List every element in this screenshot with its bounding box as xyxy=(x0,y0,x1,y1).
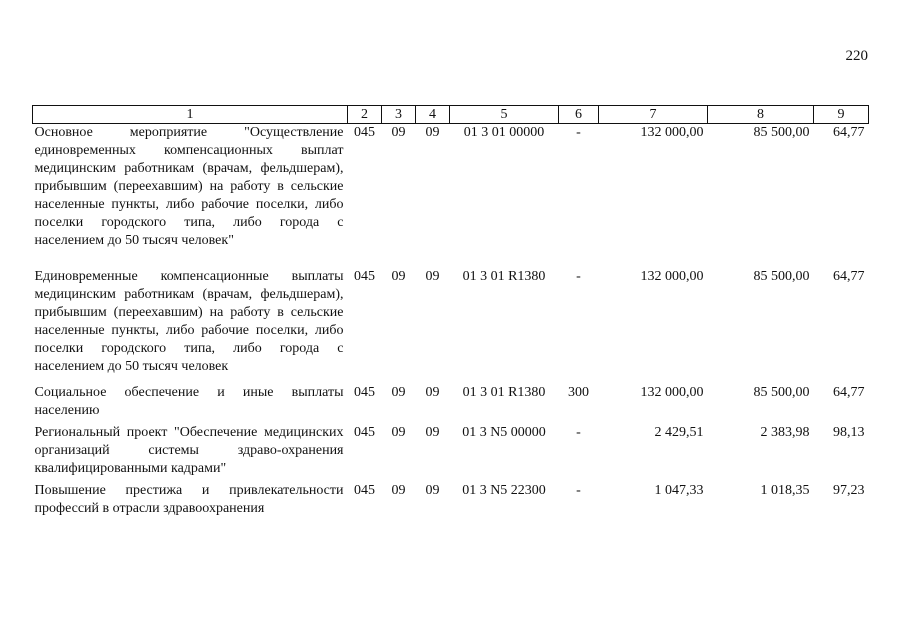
row-subsection-code: 09 xyxy=(425,483,440,498)
row-admin-code: 045 xyxy=(354,125,375,140)
row-target-article: 01 3 01 R1380 xyxy=(462,269,546,284)
row-section-code: 09 xyxy=(391,425,406,440)
row-plan-value: 132 000,00 xyxy=(640,269,704,284)
header-col-9: 9 xyxy=(814,106,869,124)
table-row xyxy=(33,482,869,518)
header-col-7: 7 xyxy=(599,106,708,124)
row-target-article: 01 3 N5 22300 xyxy=(462,483,546,498)
row-percent: 64,77 xyxy=(833,385,865,400)
header-col-4: 4 xyxy=(416,106,450,124)
row-expense-type: - xyxy=(576,269,581,284)
row-actual-value: 85 500,00 xyxy=(753,269,810,284)
row-actual-value: 2 383,98 xyxy=(760,425,810,440)
page-number: 220 xyxy=(845,48,868,64)
row-subsection-code: 09 xyxy=(425,425,440,440)
row-name: Единовременные компенсационные выплаты медицинским работникам (врачам, фельдшерам), прибывшим (переехавшим) на работу в сельские населенные пункты, либо рабочие поселки, либо поселки городского типа, либо города с населением до 50 тысяч человек xyxy=(34,269,344,374)
header-col-1: 1 xyxy=(33,106,348,124)
row-name: Региональный проект "Обеспечение медицинских организаций системы здраво-охранения квалифицированными кадрами" xyxy=(34,425,344,476)
row-section-code: 09 xyxy=(391,483,406,498)
row-plan-value: 132 000,00 xyxy=(640,125,704,140)
row-target-article: 01 3 01 00000 xyxy=(463,125,545,140)
header-col-3: 3 xyxy=(382,106,416,124)
budget-table xyxy=(32,105,869,518)
row-actual-value: 1 018,35 xyxy=(760,483,810,498)
row-actual-value: 85 500,00 xyxy=(753,125,810,140)
table-body xyxy=(33,124,869,519)
table-row xyxy=(33,268,869,384)
row-percent: 98,13 xyxy=(833,425,865,440)
row-subsection-code: 09 xyxy=(425,125,440,140)
row-percent: 97,23 xyxy=(833,483,865,498)
row-admin-code: 045 xyxy=(354,385,375,400)
row-section-code: 09 xyxy=(391,125,406,140)
row-plan-value: 132 000,00 xyxy=(640,385,704,400)
header-col-5: 5 xyxy=(450,106,559,124)
row-admin-code: 045 xyxy=(354,483,375,498)
row-plan-value: 2 429,51 xyxy=(654,425,704,440)
row-name: Социальное обеспечение и иные выплаты населению xyxy=(34,385,344,418)
row-actual-value: 85 500,00 xyxy=(753,385,810,400)
header-col-6: 6 xyxy=(559,106,599,124)
row-expense-type: - xyxy=(576,425,581,440)
table-row xyxy=(33,424,869,482)
header-col-2: 2 xyxy=(348,106,382,124)
row-percent: 64,77 xyxy=(833,125,865,140)
table-header xyxy=(33,106,869,124)
row-section-code: 09 xyxy=(391,385,406,400)
row-name: Основное мероприятие "Осуществление единовременных компенсационных выплат медицинским работникам (врачам, фельдшерам), прибывшим (переехавшим) на работу в сельские населенные пункты, либо рабочие поселки, либо поселки городского типа, либо города с населением до 50 тысяч человек" xyxy=(34,125,344,248)
row-expense-type: 300 xyxy=(568,385,589,400)
row-admin-code: 045 xyxy=(354,269,375,284)
header-col-8: 8 xyxy=(708,106,814,124)
row-plan-value: 1 047,33 xyxy=(654,483,704,498)
row-expense-type: - xyxy=(576,125,581,140)
row-subsection-code: 09 xyxy=(425,385,440,400)
table-row xyxy=(33,124,869,269)
row-expense-type: - xyxy=(576,483,581,498)
row-subsection-code: 09 xyxy=(425,269,440,284)
row-admin-code: 045 xyxy=(354,425,375,440)
header-row xyxy=(33,106,869,124)
row-target-article: 01 3 01 R1380 xyxy=(462,385,546,400)
row-name: Повышение престижа и привлекательности профессий в отрасли здравоохранения xyxy=(34,483,344,516)
row-percent: 64,77 xyxy=(833,269,865,284)
table-row xyxy=(33,384,869,424)
row-section-code: 09 xyxy=(391,269,406,284)
row-target-article: 01 3 N5 00000 xyxy=(462,425,546,440)
